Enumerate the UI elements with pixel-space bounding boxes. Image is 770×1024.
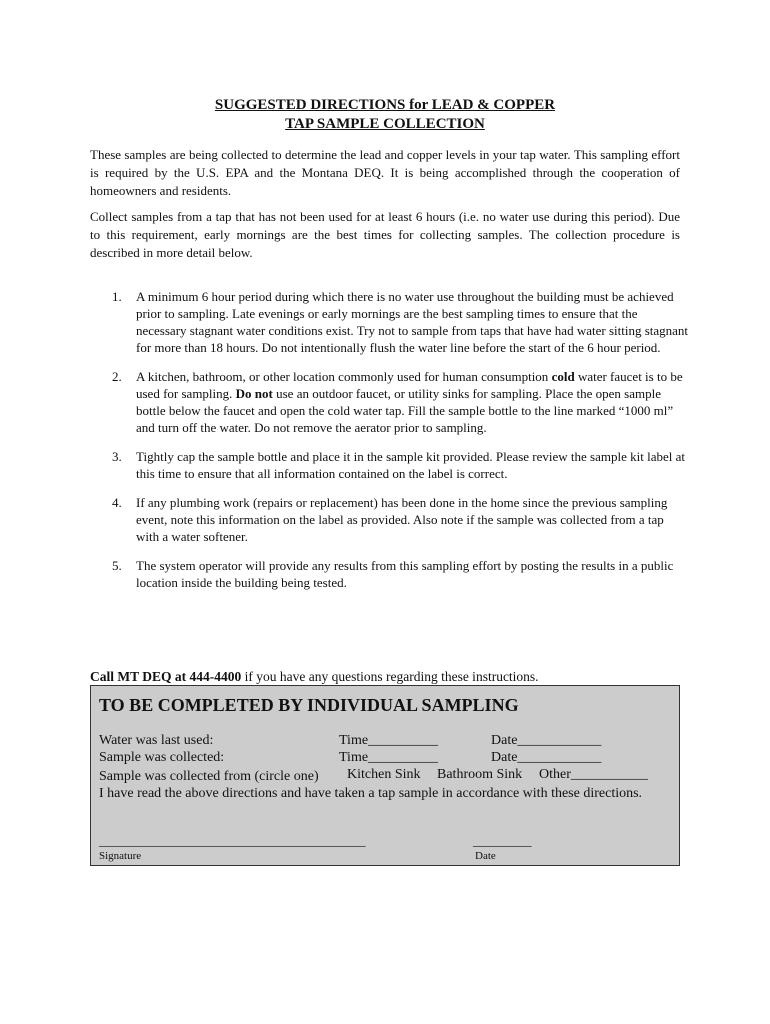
intro-paragraph-1: These samples are being collected to determine the lead and copper levels in your tap water. This sampling effort is required by the U.S. EPA and the Montana DEQ. It is being accomplished through the cooperation of homeowners and residents.: [90, 147, 680, 198]
date-line[interactable]: _________: [473, 833, 532, 848]
step-text: If any plumbing work (repairs or replacement) has been done in the home since the previous sampling event, note this information on the label as provided. Also note if the sample was collected from a tap with a water softener.: [136, 495, 668, 544]
signature-line[interactable]: _________________________________________: [99, 833, 366, 848]
step-item: [90, 557, 690, 591]
step-item: [90, 448, 690, 482]
collected-date-field[interactable]: Date____________: [491, 750, 602, 765]
step-item: [90, 494, 690, 545]
step-number: 1.: [112, 289, 122, 304]
procedure-steps: [90, 288, 690, 603]
last-used-label: Water was last used:: [99, 733, 214, 748]
contact-line: [90, 668, 539, 685]
certification-text: I have read the above directions and have taken a tap sample in accordance with these directions.: [99, 786, 643, 801]
date-label: Date: [475, 850, 496, 862]
contact-rest: if you have any questions regarding these instructions.: [241, 669, 539, 684]
step-text-part: A kitchen, bathroom, or other location commonly used for human consumption: [136, 369, 552, 384]
step-text-bold: cold: [551, 369, 575, 384]
step-item: [90, 288, 690, 356]
contact-phone: Call MT DEQ at 444-4400: [90, 669, 242, 684]
option-bathroom-sink[interactable]: Bathroom Sink: [437, 767, 523, 782]
step-text-bold: Do not: [235, 386, 273, 401]
page-title-line1: SUGGESTED DIRECTIONS for LEAD & COPPER: [214, 97, 556, 113]
page-title-line2: TAP SAMPLE COLLECTION: [285, 116, 485, 132]
step-number: 5.: [112, 558, 122, 573]
option-other-field[interactable]: Other___________: [539, 767, 648, 782]
collected-label: Sample was collected:: [99, 750, 225, 765]
signature-label: Signature: [99, 850, 142, 862]
step-text: The system operator will provide any results from this sampling effort by posting the results in a public location inside the building being tested.: [136, 558, 674, 590]
step-text: A minimum 6 hour period during which there is no water use throughout the building must be achieved prior to sampling. Late evenings or early mornings are the best sampling times to ensure that the necessary stagnant water conditions exist. Try not to sample from taps that have had water sitting stagnant for more than 18 hours. Do not intentionally flush the water line before the start of the 6 hour period.: [136, 289, 689, 355]
intro-paragraph-2: Collect samples from a tap that has not been used for at least 6 hours (i.e. no water use during this period). Due to this requirement, early mornings are the best times for collecting samples. The collection procedure is described in more detail below.: [90, 209, 680, 260]
option-kitchen-sink[interactable]: Kitchen Sink: [347, 767, 421, 782]
last-used-time-field[interactable]: Time__________: [339, 733, 439, 748]
step-text-part: use an outdoor faucet, or utility sinks for sampling. Place the open sample bottle below the faucet and open the cold water tap. Fill the sample bottle to the line marked “1000 ml” and turn off the water. Do not remove the aerator prior to sampling.: [136, 386, 674, 435]
step-text: Tightly cap the sample bottle and place it in the sample kit provided. Please review the sample kit label at this time to ensure that all information contained on the label is correct.: [136, 449, 685, 481]
form-heading: TO BE COMPLETED BY INDIVIDUAL SAMPLING: [99, 695, 519, 715]
collected-time-field[interactable]: Time__________: [339, 750, 439, 765]
step-text: [136, 369, 683, 435]
step-number: 4.: [112, 495, 122, 510]
step-number: 2.: [112, 369, 122, 384]
step-text-part: water faucet is to be used for sampling.: [136, 369, 683, 401]
sampling-form-box: [90, 685, 680, 866]
step-number: 3.: [112, 449, 122, 464]
collected-from-label: Sample was collected from (circle one): [99, 769, 319, 784]
last-used-date-field[interactable]: Date____________: [491, 733, 602, 748]
step-item: [90, 368, 690, 436]
